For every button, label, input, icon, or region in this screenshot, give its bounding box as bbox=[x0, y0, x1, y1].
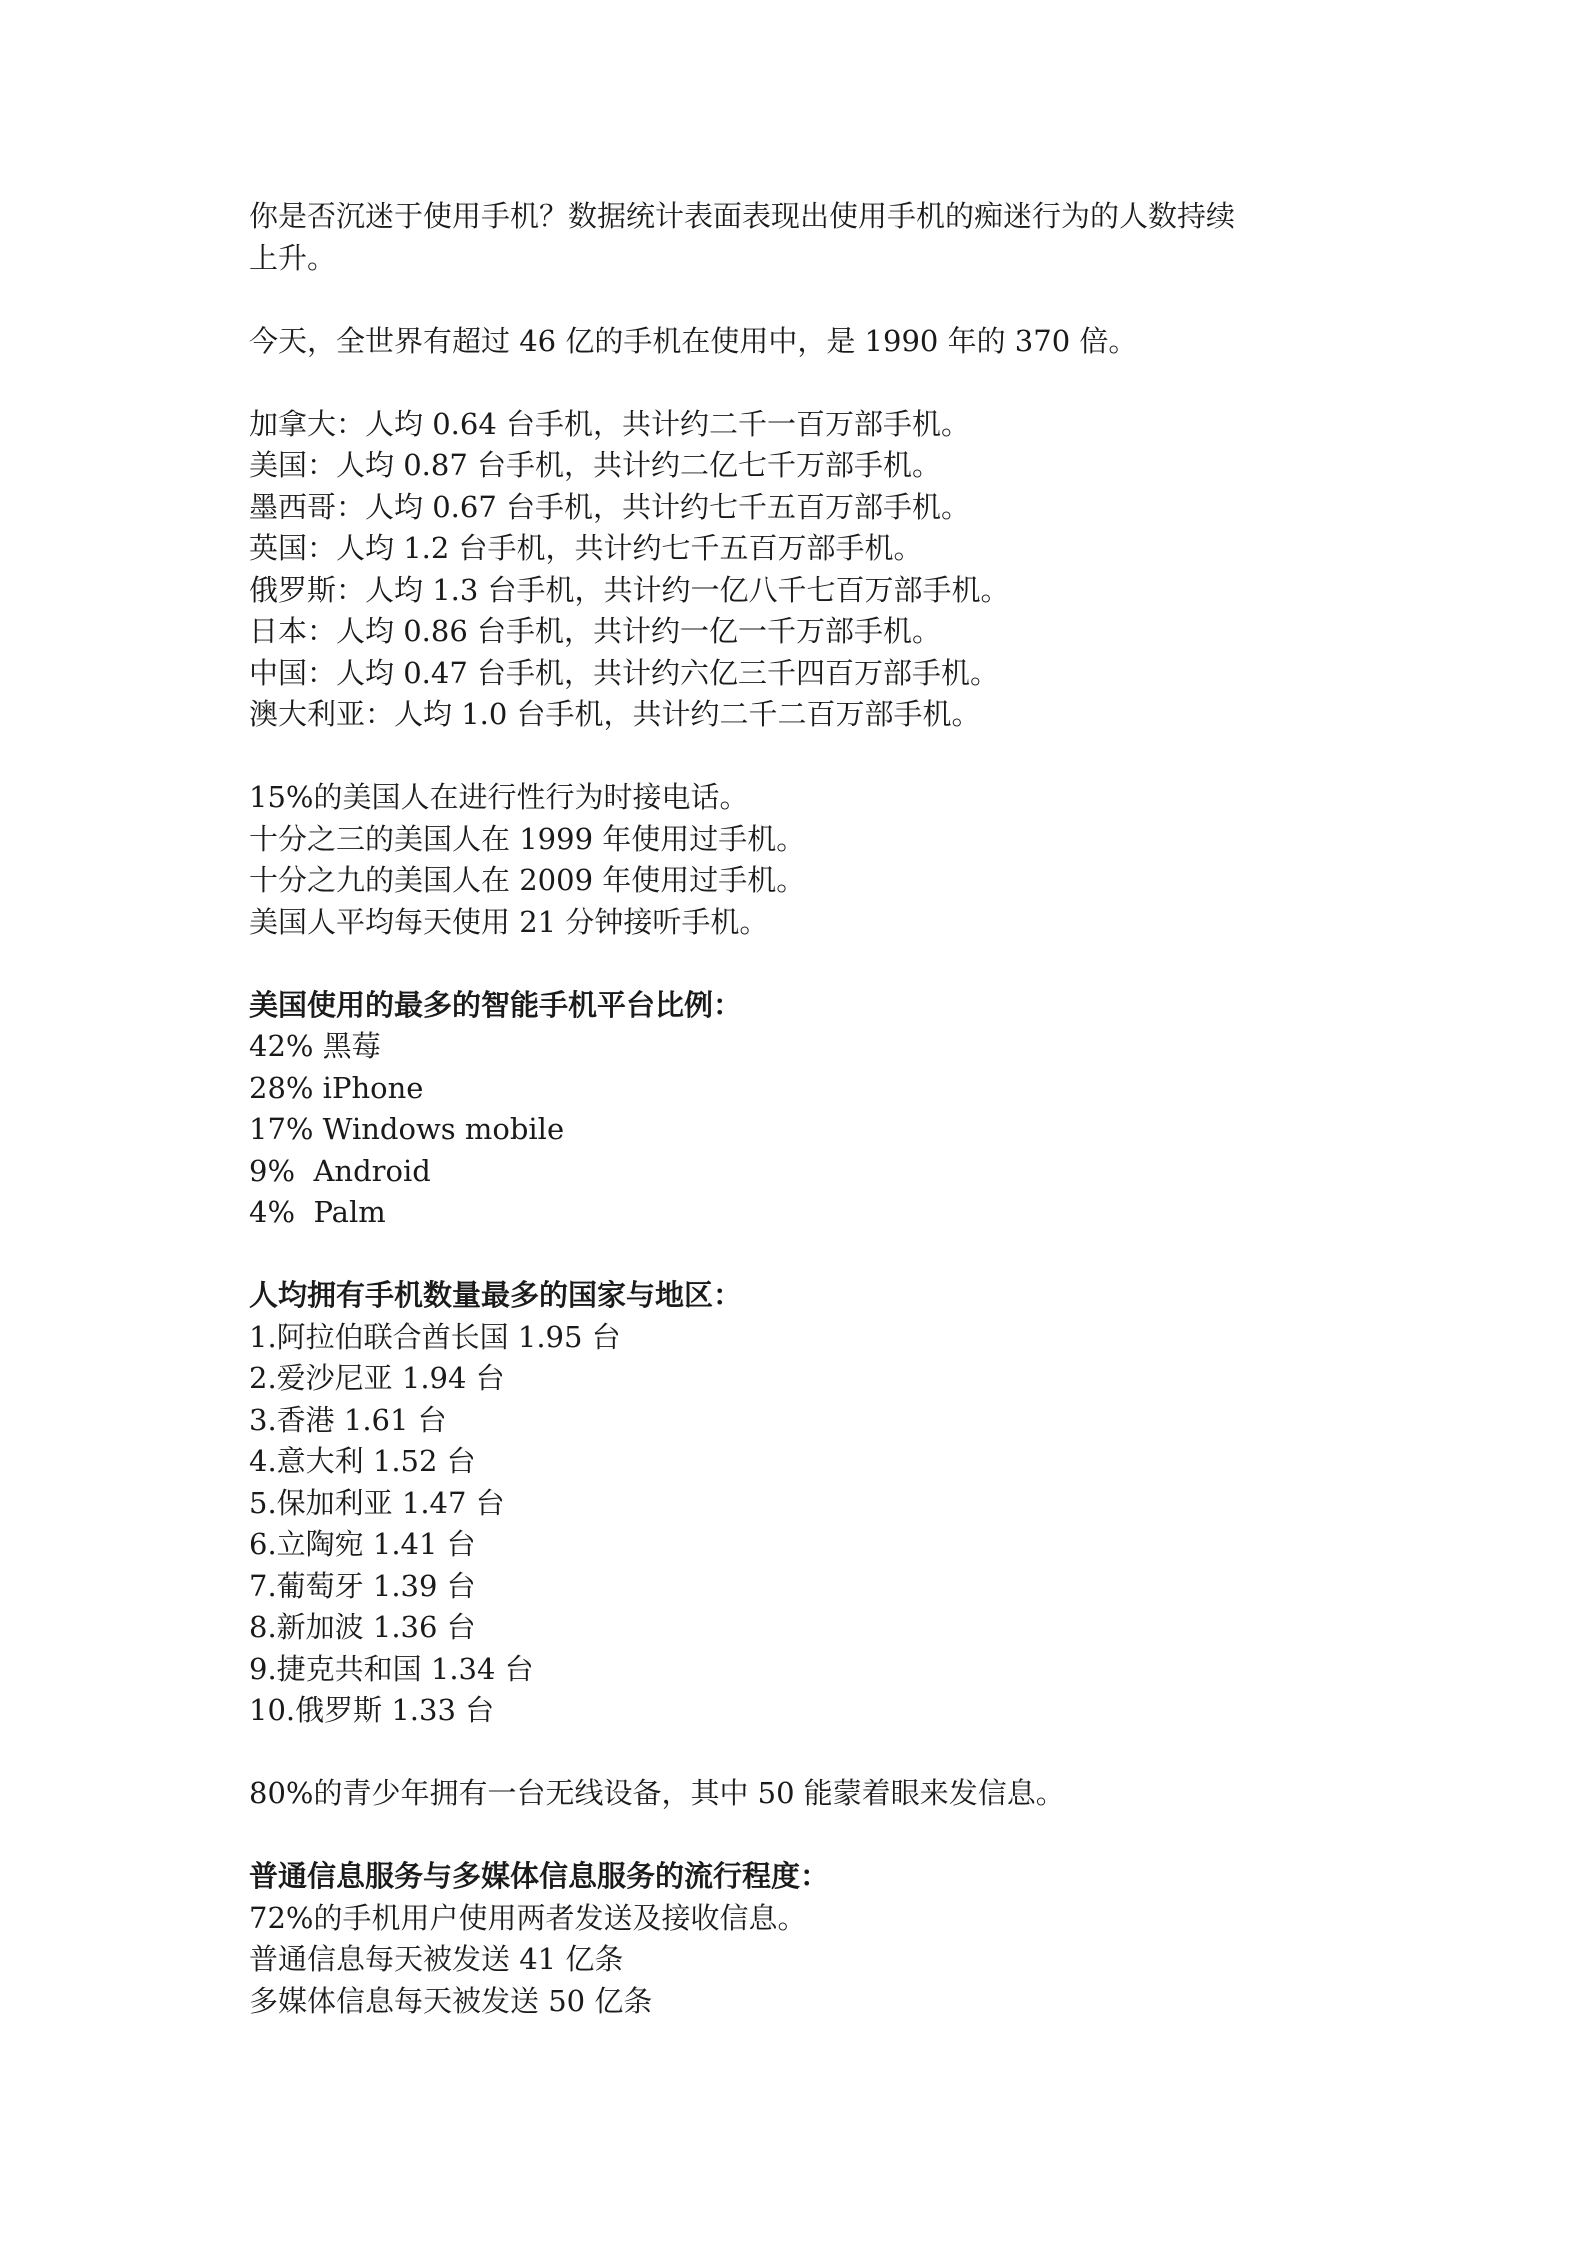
country-stat-line: 日本：人均 0.86 台手机，共计约一亿一千万部手机。 bbox=[249, 614, 942, 648]
us-fact-line: 十分之三的美国人在 1999 年使用过手机。 bbox=[249, 821, 806, 856]
country-stat-line: 澳大利亚：人均 1.0 台手机，共计约二千二百万部手机。 bbox=[249, 697, 981, 731]
ranking-item: 3.香港 1.61 台 bbox=[249, 1402, 447, 1437]
us-fact-line: 十分之九的美国人在 2009 年使用过手机。 bbox=[249, 863, 806, 897]
teens-stat: 80%的青少年拥有一台无线设备，其中 50 能蒙着眼来发信息。 bbox=[249, 1776, 1065, 1810]
us-fact-line: 美国人平均每天使用 21 分钟接听手机。 bbox=[249, 904, 769, 939]
country-stat-line: 俄罗斯：人均 1.3 台手机，共计约一亿八千七百万部手机。 bbox=[249, 572, 1010, 607]
ranking-item: 10.俄罗斯 1.33 台 bbox=[249, 1693, 495, 1727]
messaging-heading: 普通信息服务与多媒体信息服务的流行程度： bbox=[249, 1859, 830, 1893]
ranking-heading: 人均拥有手机数量最多的国家与地区： bbox=[249, 1278, 743, 1312]
ranking-item: 1.阿拉伯联合酋长国 1.95 台 bbox=[249, 1319, 621, 1354]
ranking-item: 4.意大利 1.52 台 bbox=[249, 1444, 476, 1478]
intro-line-1: 你是否沉迷于使用手机？数据统计表面表现出使用手机的痴迷行为的人数持续 bbox=[249, 199, 1236, 233]
country-stat-line: 英国：人均 1.2 台手机，共计约七千五百万部手机。 bbox=[249, 531, 923, 565]
platforms-heading: 美国使用的最多的智能手机平台比例： bbox=[249, 987, 743, 1022]
platform-item: 28% iPhone bbox=[249, 1070, 424, 1105]
ranking-section bbox=[249, 1275, 1359, 1732]
global-stat: 今天，全世界有超过 46 亿的手机在使用中，是 1990 年的 370 倍。 bbox=[249, 323, 1138, 358]
platform-item: 4% Palm bbox=[249, 1195, 386, 1229]
intro-line-2: 上升。 bbox=[249, 240, 337, 275]
ranking-item: 2.爱沙尼亚 1.94 台 bbox=[249, 1361, 505, 1395]
country-stat-line: 美国：人均 0.87 台手机，共计约二亿七千万部手机。 bbox=[249, 448, 942, 482]
messaging-item: 多媒体信息每天被发送 50 亿条 bbox=[249, 1983, 653, 2018]
ranking-item: 5.保加利亚 1.47 台 bbox=[249, 1485, 505, 1520]
ranking-item: 6.立陶宛 1.41 台 bbox=[249, 1527, 476, 1561]
ranking-item: 7.葡萄牙 1.39 台 bbox=[249, 1568, 476, 1603]
messaging-item: 72%的手机用户使用两者发送及接收信息。 bbox=[249, 1900, 807, 1935]
us-facts bbox=[249, 777, 1359, 943]
document-body bbox=[249, 196, 1359, 2022]
platform-item: 42% 黑莓 bbox=[249, 1029, 381, 1063]
country-stats bbox=[249, 404, 1359, 736]
platforms-section bbox=[249, 985, 1359, 1234]
messaging-item: 普通信息每天被发送 41 亿条 bbox=[249, 1942, 624, 1976]
country-stat-line: 中国：人均 0.47 台手机，共计约六亿三千四百万部手机。 bbox=[249, 655, 1000, 690]
platform-item: 9% Android bbox=[249, 1153, 431, 1188]
us-fact-line: 15%的美国人在进行性行为时接电话。 bbox=[249, 780, 749, 814]
ranking-item: 9.捷克共和国 1.34 台 bbox=[249, 1651, 534, 1686]
ranking-item: 8.新加波 1.36 台 bbox=[249, 1610, 476, 1644]
country-stat-line: 加拿大：人均 0.64 台手机，共计约二千一百万部手机。 bbox=[249, 406, 971, 441]
messaging-section bbox=[249, 1856, 1359, 2022]
intro-paragraph bbox=[249, 196, 1359, 279]
country-stat-line: 墨西哥：人均 0.67 台手机，共计约七千五百万部手机。 bbox=[249, 489, 971, 524]
platform-item: 17% Windows mobile bbox=[249, 1112, 565, 1146]
